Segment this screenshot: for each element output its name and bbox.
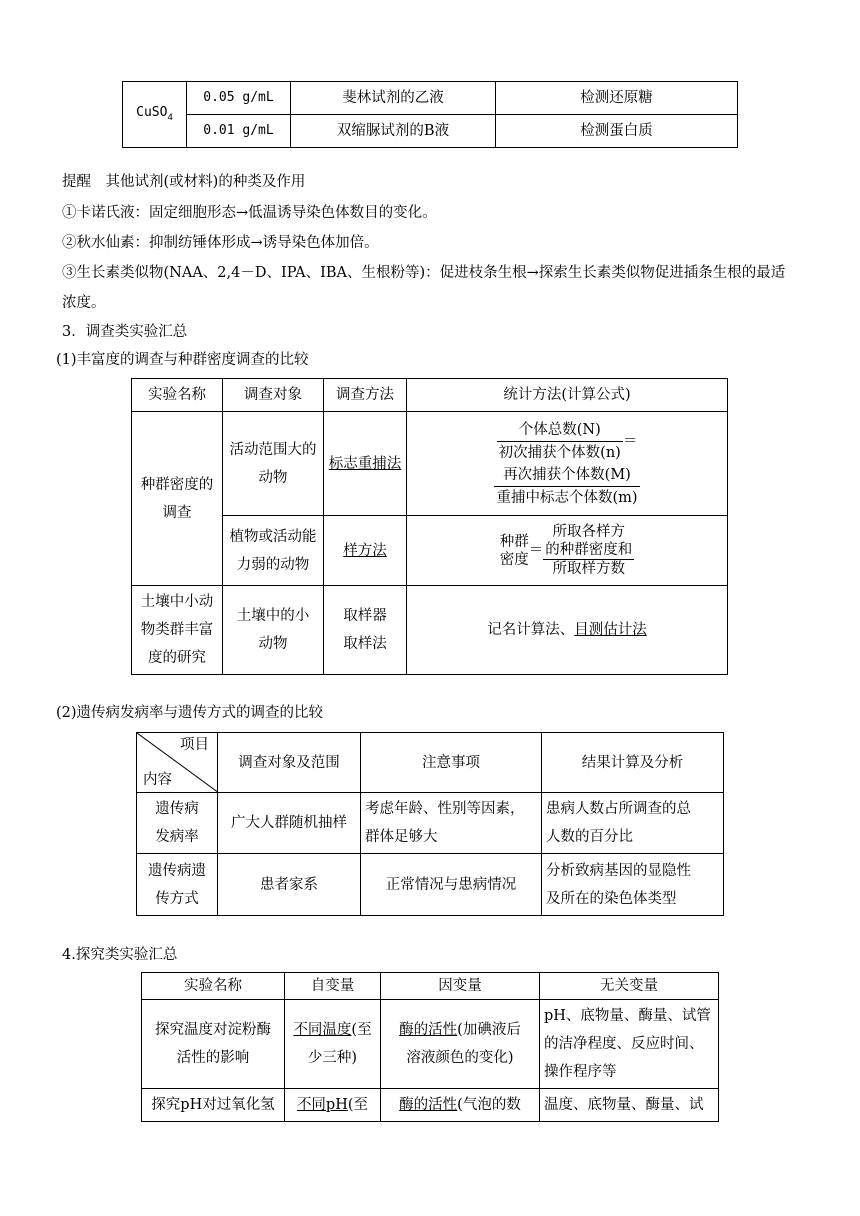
corner-header: 项目 内容 bbox=[137, 733, 218, 793]
survey-range: 患者家系 bbox=[218, 854, 361, 916]
reminder-item-1: ①卡诺氏液：固定细胞形态→低温诱导染色体数目的变化。 bbox=[62, 205, 437, 221]
reminder-item-3-cont: 浓度。 bbox=[62, 295, 106, 311]
survey-method: 取样器 取样法 bbox=[324, 586, 407, 675]
cuso4-label: CuSO$_4$ bbox=[123, 82, 187, 148]
reagent-cell: 斐林试剂的乙液 bbox=[291, 82, 496, 115]
section3-title: 3．调查类实验汇总 bbox=[62, 324, 188, 340]
purpose-cell: 检测还原糖 bbox=[496, 82, 738, 115]
formula-cell: 种群 密度 ＝ 所取各样方 的种群密度和 所取样方数 bbox=[407, 516, 728, 586]
concentration-cell: 0.05 g/mL bbox=[187, 82, 291, 115]
col-header: 实验名称 bbox=[142, 973, 285, 1000]
result-cell: 分析致病基因的显隐性 及所在的染色体类型 bbox=[542, 854, 724, 916]
independent-var: 不同pH(至 bbox=[285, 1089, 381, 1122]
experiment-name: 探究温度对淀粉酶 活性的影响 bbox=[142, 1000, 285, 1089]
survey-object: 土壤中的小 动物 bbox=[223, 586, 324, 675]
experiment-name: 探究pH对过氧化氢 bbox=[142, 1089, 285, 1122]
col-header: 无关变量 bbox=[540, 973, 719, 1000]
notes-cell: 考虑年龄、性别等因素， 群体足够大 bbox=[361, 793, 542, 854]
table-row-name: 种群密度的 调查 bbox=[132, 412, 223, 586]
table-row-name: 土壤中小动 物类群丰富 度的研究 bbox=[132, 586, 223, 675]
dependent-var: 酶的活性(气泡的数 bbox=[381, 1089, 540, 1122]
table-row-name: 遗传病遗 传方式 bbox=[137, 854, 218, 916]
survey-object: 活动范围大的 动物 bbox=[223, 412, 324, 516]
col-header: 注意事项 bbox=[361, 733, 542, 793]
section3-sub2: (2)遗传病发病率与遗传方式的调查的比较 bbox=[56, 705, 324, 721]
independent-var: 不同温度(至 少三种) bbox=[285, 1000, 381, 1089]
dependent-var: 酶的活性(加碘液后 溶液颜色的变化) bbox=[381, 1000, 540, 1089]
stat-method: 记名计算法、目测估计法 bbox=[407, 586, 728, 675]
reminder-item-3: ③生长素类似物(NAA、2,4－D、IPA、IBA、生根粉等)：促进枝条生根→探索生长素类似物促进插条生根的最适 bbox=[62, 265, 786, 281]
control-var: pH、底物量、酶量、试管 的洁净程度、反应时间、 操作程序等 bbox=[540, 1000, 719, 1089]
survey-object: 植物或活动能 力弱的动物 bbox=[223, 516, 324, 586]
col-header: 自变量 bbox=[285, 973, 381, 1000]
col-header: 统计方法(计算公式) bbox=[407, 379, 728, 412]
section3-sub1: (1)丰富度的调查与种群密度调查的比较 bbox=[56, 352, 309, 368]
survey-method: 标志重捕法 bbox=[324, 412, 407, 516]
explore-table bbox=[141, 972, 719, 1122]
col-header: 调查对象 bbox=[223, 379, 324, 412]
section4-title: 4.探究类实验汇总 bbox=[62, 947, 178, 963]
cuso4-table bbox=[122, 81, 738, 148]
col-header: 因变量 bbox=[381, 973, 540, 1000]
concentration-cell: 0.01 g/mL bbox=[187, 115, 291, 148]
result-cell: 患病人数占所调查的总 人数的百分比 bbox=[542, 793, 724, 854]
reminder-item-2: ②秋水仙素：抑制纺锤体形成→诱导染色体加倍。 bbox=[62, 235, 379, 251]
notes-cell: 正常情况与患病情况 bbox=[361, 854, 542, 916]
col-header: 实验名称 bbox=[132, 379, 223, 412]
table-row-name: 遗传病 发病率 bbox=[137, 793, 218, 854]
survey-method: 样方法 bbox=[324, 516, 407, 586]
control-var: 温度、底物量、酶量、试 bbox=[540, 1089, 719, 1122]
formula-cell: $\frac{\text{个体总数(N)}}{\text{初次捕获个体数(n)}}$ ＝ $\frac{\text{再次捕获个体数(M)}}{\text{重捕中标志个体数(m)}}$ bbox=[407, 412, 728, 516]
col-header: 调查对象及范围 bbox=[218, 733, 361, 793]
reagent-cell: 双缩脲试剂的B液 bbox=[291, 115, 496, 148]
purpose-cell: 检测蛋白质 bbox=[496, 115, 738, 148]
reminder-title: 提醒 其他试剂(或材料)的种类及作用 bbox=[62, 174, 306, 190]
survey-table bbox=[131, 378, 728, 675]
col-header: 调查方法 bbox=[324, 379, 407, 412]
col-header: 结果计算及分析 bbox=[542, 733, 724, 793]
genetic-disease-table bbox=[136, 732, 724, 916]
survey-range: 广大人群随机抽样 bbox=[218, 793, 361, 854]
